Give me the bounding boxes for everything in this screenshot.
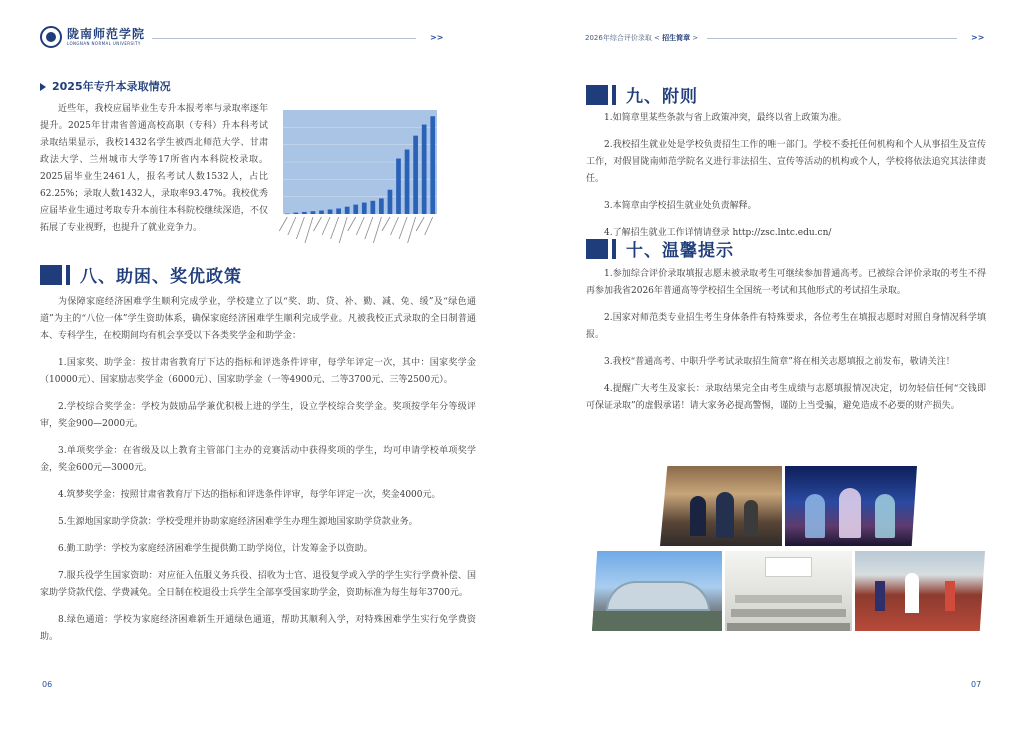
header-title-highlight: 招生简章 (662, 34, 691, 42)
chart-bar (328, 209, 333, 214)
chart-bar (405, 150, 410, 214)
section10-paragraph: 4.提醒广大考生及家长：录取结果完全由考生成绩与志愿填报情况决定，切勿轻信任何“交钱即可保证录取”的虚假承诺！请大家务必提高警惕，谨防上当受骗，避免造成不必要的财产损失。 (586, 384, 986, 411)
section10-paragraph: 2.国家对师范类专业招生考生身体条件有特殊要求，各位考生在填报志愿时对照自身情况科学填报。 (586, 313, 986, 340)
heading-block-icon (586, 85, 608, 105)
chart-tick-label (322, 217, 330, 235)
section8-heading (40, 262, 242, 287)
section8-paragraph: 7.服兵役学生国家资助：对应征入伍服义务兵役、招收为士官、退役复学或入学的学生实行学费补偿、国家助学贷款代偿、学费减免。全日制在校退役士兵学生全部享受国家助学金，资助标准为每生每年3700元。 (40, 571, 476, 598)
photo-performance (785, 466, 917, 546)
chart-bar (430, 116, 435, 214)
chart-bar (336, 208, 341, 214)
section10-heading-text: 十、温馨提示 (626, 241, 734, 261)
chart-tick-label (399, 217, 407, 239)
page-number-right: 07 (971, 680, 982, 689)
section8-paragraph: 1.国家奖、助学金：按甘肃省教育厅下达的指标和评选条件评审，每学年评定一次，其中：国家奖学金（10000元）、国家励志奖学金（6000元）、国家助学金（一等4900元、二等3700元、三等2500元）。 (40, 358, 476, 385)
section8-paragraph: 8.绿色通道：学校为家庭经济困难新生开通绿色通道，帮助其顺利入学，对特殊困难学生实行免学费资助。 (40, 615, 476, 642)
chart-bar (370, 201, 375, 214)
section8-paragraph: 6.勤工助学：学校为家庭经济困难学生提供勤工助学岗位，计发筹金予以资助。 (58, 544, 373, 554)
section9-paragraph: 3.本简章由学校招生就业处负责解释。 (604, 201, 757, 211)
section9-paragraph: 2.我校招生就业处是学校负责招生工作的唯一部门。学校不委托任何机构和个人从事招生及宣传工作，对假冒陇南师范学院名义进行非法招生、宣传等活动的机构或个人，学校将依法追究其法律责任。 (586, 140, 986, 184)
chart-bar (319, 211, 324, 214)
chart-bar (285, 214, 290, 215)
chart-bar (293, 213, 298, 214)
section8-heading-text: 八、助困、奖优政策 (80, 267, 242, 287)
section9-heading-text: 九、附则 (626, 87, 698, 107)
section9-body (586, 110, 986, 252)
header-divider (152, 38, 416, 39)
section8-body (40, 294, 476, 656)
chart-bar (379, 198, 384, 214)
admission-subheading-text: 2025年专升本录取情况 (52, 80, 171, 93)
admission-bar-chart (279, 108, 437, 248)
section8-paragraph: 2.学校综合奖学金：学校为鼓励品学兼优积极上进的学生，设立学校综合奖学金。奖项按学年分等级评审，奖金900—2000元。 (40, 402, 476, 429)
section9-paragraph: 1.如简章里某些条款与省上政策冲突，最终以省上政策为准。 (604, 113, 847, 123)
chart-tick-label (331, 217, 339, 239)
chart-bar (396, 159, 401, 214)
chart-tick-label (356, 217, 364, 235)
chart-tick-label (382, 217, 390, 231)
header-arrow: >> (430, 33, 444, 42)
chart-bar (388, 190, 393, 214)
chart-tick-label (425, 217, 433, 235)
section8-paragraph: 为保障家庭经济困难学生顺利完成学业，学校建立了以“奖、助、贷、补、勤、减、免、缓”及“绿色通道”为主的“八位一体”学生资助体系，确保家庭经济困难学生顺利完成学业。凡被我校正式录取的全日制普通本、专科学生，在校期间均有机会享受以下各类奖学金和助学金： (40, 297, 476, 341)
chart-bar (362, 203, 367, 214)
chart-tick-label (348, 217, 356, 231)
chart-bar (353, 205, 358, 214)
admission-intro (40, 101, 268, 247)
section9-paragraph: 4.了解招生就业工作详情请登录 http://zsc.lntc.edu.cn/ (604, 228, 832, 238)
chart-bar (302, 212, 307, 214)
section10-paragraph: 1.参加综合评价录取填报志愿未被录取考生可继续参加普通高考。已被综合评价录取的考生不得再参加我省2026年普通高等学校招生全国统一考试和其他形式的考试招生录取。 (586, 269, 986, 296)
chart-tick-label (365, 217, 373, 239)
university-logo (40, 26, 145, 48)
chart-tick-label (416, 217, 424, 231)
header-arrow: >> (971, 33, 985, 42)
admission-intro-text: 近些年，我校应届毕业生专升本报考率与录取率逐年提升。2025年甘肃省普通高校高职（专科）升本科考试录取结果显示，我校1432名学生被西北师范大学、甘肃政法大学、兰州城市大学等17所省内本科院校录取。2025届毕业生2461人，报名考试人数1532人，占比62.25%；录取人数1432人，录取率93.47%。我校优秀应届毕业生通过考取专升本前往本科院校继续深造，不仅拓展了专业视野，也提升了就业竞争力。 (40, 104, 268, 233)
triangle-bullet-icon (40, 83, 46, 91)
heading-bar-icon (612, 239, 616, 259)
chart-bar (422, 125, 427, 214)
photo-campus-building (592, 551, 722, 631)
heading-bar-icon (612, 85, 616, 105)
photo-lecture-hall (725, 551, 852, 631)
header-title (585, 33, 698, 43)
chart-tick-label (279, 217, 287, 231)
heading-block-icon (40, 265, 62, 285)
section8-paragraph: 3.单项奖学金：在省级及以上教育主管部门主办的竞赛活动中获得奖项的学生，均可申请学校单项奖学金，奖金600元—3000元。 (40, 446, 476, 473)
header-title-suffix: > (690, 34, 699, 42)
chart-tick-label (296, 217, 304, 239)
chart-bar (311, 211, 316, 214)
chart-tick-label (314, 217, 322, 231)
page-number-left: 06 (42, 680, 53, 689)
right-page (512, 0, 1024, 731)
header-title-prefix: 2026年综合评价录取 < (585, 34, 663, 42)
chart-tick-label (408, 217, 416, 243)
photo-sports-race (855, 551, 985, 631)
section10-paragraph: 3.我校“普通高考、中职升学考试录取招生简章”将在相关志愿填报之前发布，敬请关注！ (604, 357, 955, 367)
chart-bar (345, 207, 350, 214)
header-divider (707, 38, 957, 39)
logo-en-text: LONGNAN NORMAL UNIVERSITY (67, 41, 141, 46)
chart-tick-label (373, 217, 381, 243)
heading-bar-icon (66, 265, 70, 285)
chart-tick-label (339, 217, 347, 243)
chart-bar (413, 136, 418, 214)
section8-paragraph: 4.筑梦奖学金：按照甘肃省教育厅下达的指标和评选条件评审，每学年评定一次，奖金4000元。 (58, 490, 441, 500)
section9-heading (586, 82, 698, 107)
photo-ceremony (660, 466, 782, 546)
heading-block-icon (586, 239, 608, 259)
university-emblem-icon (40, 26, 62, 48)
chart-tick-label (391, 217, 399, 235)
chart-tick-label (305, 217, 313, 243)
logo-cn-text: 陇南师范学院 (67, 27, 146, 41)
chart-tick-label (288, 217, 296, 235)
section10-body (586, 266, 986, 425)
admission-subheading (40, 78, 171, 94)
section10-heading (586, 236, 734, 261)
section8-paragraph: 5.生源地国家助学贷款：学校受理并协助家庭经济困难学生办理生源地国家助学贷款业务。 (58, 517, 418, 527)
